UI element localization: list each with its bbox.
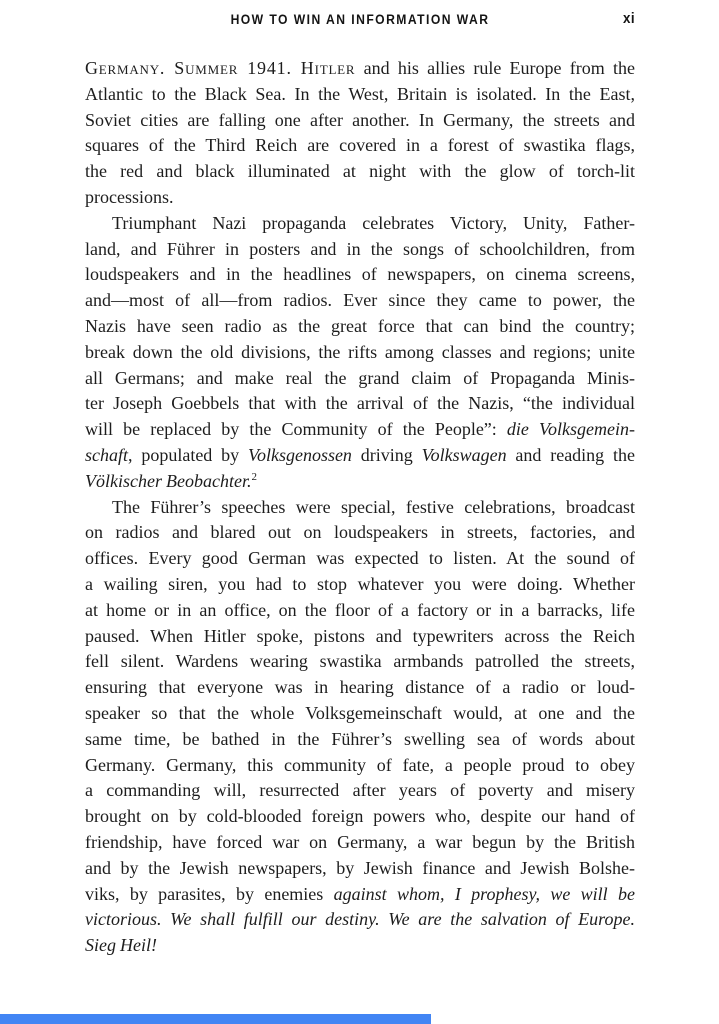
page-header [85, 11, 635, 33]
text-line: schaft, populated by Volksgenossen driving Volkswagen and reading the [85, 444, 635, 465]
text-line: Soviet cities are falling one after another. In Germany, the streets and [85, 109, 635, 130]
text-line: fell silent. Wardens wearing swastika armbands patrolled the streets, [85, 651, 635, 672]
text-line: speaker so that the whole Volksgemeinschaft would, at one and the [85, 702, 635, 723]
text-line: all Germans; and make real the grand claim of Propaganda Minis- [85, 367, 635, 388]
text-line: Germany. Germany, this community of fate, a people proud to obey [85, 754, 635, 775]
text-line: and—most of all—from radios. Ever since they came to power, the [85, 290, 635, 311]
text-line: Sieg Heil! [85, 935, 157, 956]
page-body [85, 56, 635, 959]
text-line: at home or in an office, on the floor of a factory or in a barracks, life [85, 599, 635, 620]
reading-progress-bar[interactable] [0, 1014, 719, 1024]
text-line: Völkischer Beobachter.$^2$ [85, 470, 257, 491]
text-line: paused. When Hitler spoke, pistons and typewriters across the Reich [85, 625, 635, 646]
text-line: land, and Führer in posters and in the songs of schoolchildren, from [85, 238, 635, 259]
text-line: loudspeakers and in the headlines of newspapers, on cinema screens, [85, 264, 635, 285]
text-line: Nazis have seen radio as the great force that can bind the country; [85, 315, 635, 336]
text-line: a commanding will, resurrected after years of poverty and misery [85, 780, 635, 801]
text-line: victorious. We shall fulfill our destiny. We are the salvation of Europe. [85, 909, 635, 930]
text-line: brought on by cold-blooded foreign powers who, despite our hand of [85, 806, 635, 827]
text-line: Atlantic to the Black Sea. In the West, Britain is isolated. In the East, [85, 83, 635, 104]
text-line: same time, be bathed in the Führer’s swelling sea of words about [85, 728, 635, 749]
page-number: xi [622, 11, 635, 27]
text-line: a wailing siren, you had to stop whatever you were doing. Whether [85, 573, 635, 594]
text-line: will be replaced by the Community of the People”: die Volksgemein- [85, 419, 635, 440]
text-line: friendship, have forced war on Germany, a war begun by the British [85, 831, 635, 852]
paragraph [85, 495, 635, 959]
text-line: ter Joseph Goebbels that with the arrival of the Nazis, “the individual [85, 393, 635, 414]
reading-progress-fill [0, 1014, 431, 1024]
text-line: and by the Jewish newspapers, by Jewish finance and Jewish Bolshe- [85, 857, 635, 878]
text-line: break down the old divisions, the rifts among classes and regions; unite [85, 341, 635, 362]
text-line: on radios and blared out on loudspeakers in streets, factories, and [85, 522, 635, 543]
text-line: squares of the Third Reich are covered in a forest of swastika flags, [85, 135, 635, 156]
text-line: the red and black illuminated at night with the glow of torch-lit [85, 161, 635, 182]
paragraph [85, 56, 635, 211]
text-line: Germany. Summer 1941. Hitler and his allies rule Europe from the [85, 58, 635, 78]
text-line: viks, by parasites, by enemies against whom, I prophesy, we will be [85, 883, 635, 904]
text-line: Triumphant Nazi propaganda celebrates Victory, Unity, Father- [112, 212, 635, 233]
text-line: offices. Every good German was expected to listen. At the sound of [85, 548, 635, 569]
text-line: The Führer’s speeches were special, festive celebrations, broadcast [112, 496, 635, 517]
text-line: processions. [85, 186, 174, 207]
text-line: ensuring that everyone was in hearing distance of a radio or loud- [85, 677, 635, 698]
paragraph [85, 211, 635, 495]
running-title: HOW TO WIN AN INFORMATION WAR [230, 12, 490, 27]
